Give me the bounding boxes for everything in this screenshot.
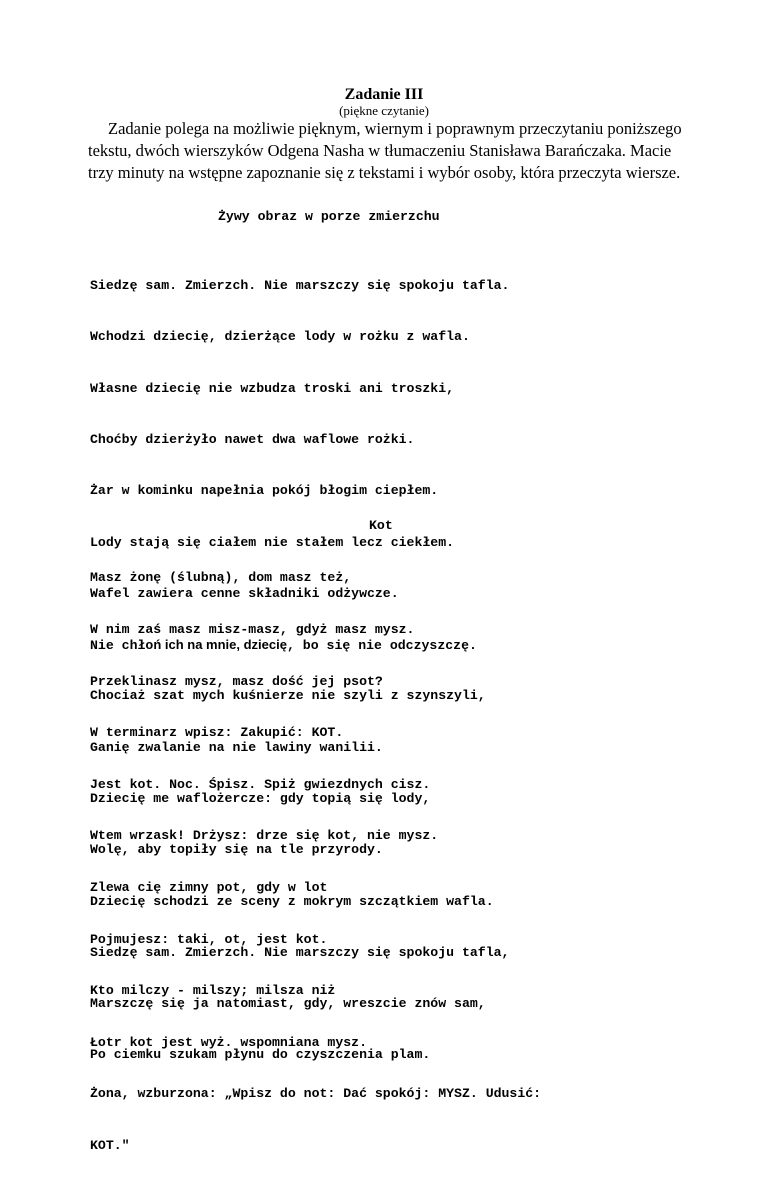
poem-line: Wchodzi dziecię, dzierżące lody w rożku z wafla. <box>90 329 470 345</box>
poem-line: Zlewa cię zimny pot, gdy w lot <box>90 879 328 895</box>
poem2-title: Kot <box>369 518 393 533</box>
poem-line: Przeklinasz mysz, masz dość jej psot? <box>90 673 383 689</box>
poem-line: Masz żonę (ślubną), dom masz też, <box>90 570 352 586</box>
poem-line: Łotr kot jest wyż. wspomniana mysz. <box>90 1034 367 1050</box>
poem-line: Wolę, aby topiły się na tle przyrody. <box>90 842 383 858</box>
poem-line: Chociaż szat mych kuśnierze nie szyli z szynszyli, <box>90 688 486 704</box>
poem-line-part-sans: ń ich na mnie, dziecię <box>153 637 287 653</box>
poem-line: Siedzę sam. Zmierzch. Nie marszczy się spokoju tafla, <box>90 944 510 960</box>
poem2-body <box>90 535 541 1189</box>
poem-line: Kto milczy - milszy; milsza niż <box>90 983 336 999</box>
poem-line: W terminarz wpisz: Zakupić: KOT. <box>90 725 344 741</box>
poem-line: W nim zaś masz misz-masz, gdyż masz mysz. <box>90 622 415 637</box>
poem-line: Wtem wrzask! Drżysz: drze się kot, nie mysz. <box>90 828 439 844</box>
page-subtitle: (piękne czytanie) <box>339 103 429 118</box>
poem-line-part: Nie chło <box>90 638 154 654</box>
page-title: Zadanie III <box>344 86 424 103</box>
poem-line: Żar w kominku napełnia pokój błogim ciepłem. <box>90 483 439 499</box>
intro-paragraph: Zadanie polega na możliwie pięknym, wiernym i poprawnym przeczytaniu poniższego tekstu, dwóch wierszyków Odgena Nasha w tłumaczeniu Stanisława Barańczaka. Macie trzy minuty na wstępne zapoznanie się z tekstami i wybór osoby, która przeczyta wiersze. <box>88 119 682 182</box>
poem-line: Pojmujesz: taki, ot, jest kot. <box>90 931 328 947</box>
poem-line: Choćby dzierżyło nawet dwa waflowe rożki. <box>90 432 415 448</box>
poem-line: Lody stają się ciałem nie stałem lecz ciekłem. <box>90 534 455 550</box>
poem-line: Dziecię me waflożercze: gdy topią się lody, <box>90 791 431 806</box>
poem-line: Żona, wzburzona: „Wpisz do not: Dać spokój: MYSZ. Udusić: <box>90 1086 542 1102</box>
poem-line: Ganię zwalanie na nie lawiny wanilii. <box>90 739 383 755</box>
poem-line: Marszczę się ja natomiast, gdy, wreszcie znów sam, <box>90 996 486 1012</box>
poem-line-part: , bo się nie odczyszczę. <box>286 638 477 654</box>
poem1-title: Żywy obraz w porze zmierzchu <box>218 209 440 224</box>
poem-line: Własne dziecię nie wzbudza troski ani troszki, <box>90 380 455 396</box>
poem-line: Jest kot. Noc. Śpisz. Spiż gwiezdnych cisz. <box>90 776 431 792</box>
poem-line: Siedzę sam. Zmierzch. Nie marszczy się spokoju tafla. <box>90 278 510 294</box>
poem-line: Dziecię schodzi ze sceny z mokrym szczątkiem wafla. <box>90 893 494 909</box>
poem-line: Wafel zawiera cenne składniki odżywcze. <box>90 585 399 601</box>
poem-line: KOT." <box>90 1137 130 1153</box>
poem-line: Po ciemku szukam płynu do czyszczenia plam. <box>90 1047 431 1063</box>
